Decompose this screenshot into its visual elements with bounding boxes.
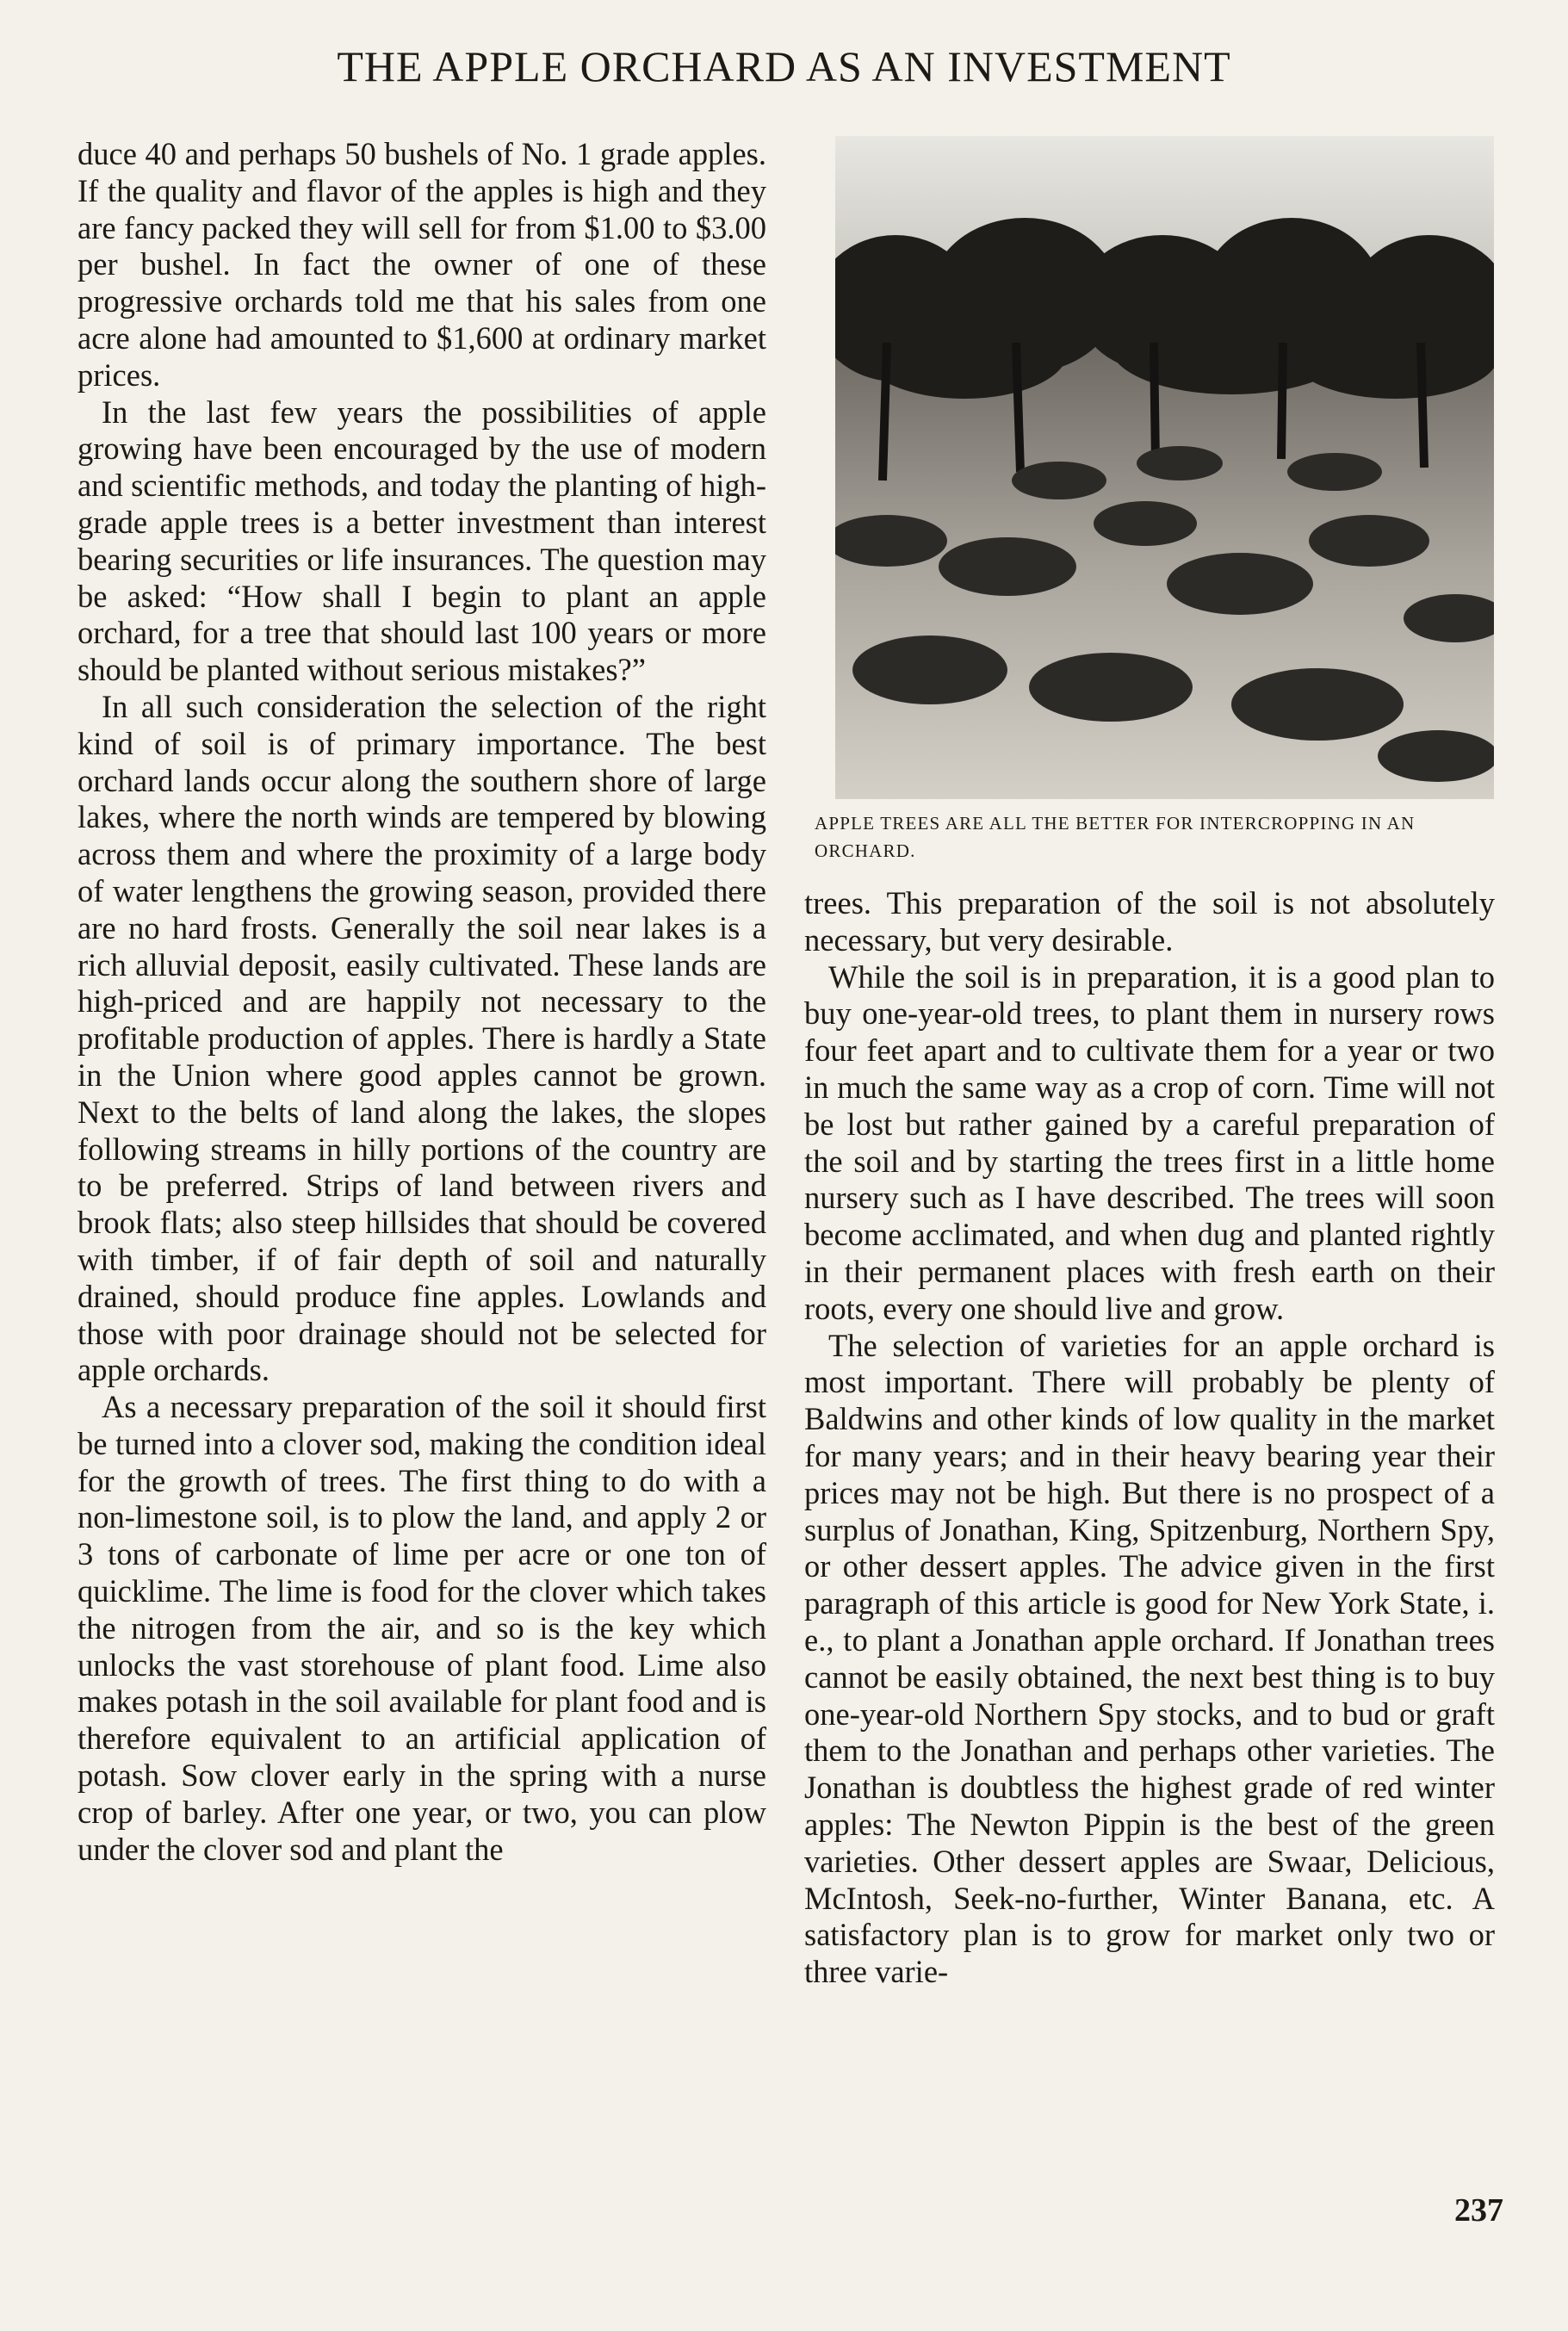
paragraph: duce 40 and perhaps 50 bushels of No. 1 grade apples. If the quality and flavor of the apples is high and they are fancy packed they will sell for from $1.00 to $3.00 per bushel. In fact the owner of one of these progressive orchards told me that his sales from one acre alone had amounted to $1,600 at ordinary market prices. xyxy=(77,136,766,393)
paragraph: trees. This preparation of the soil is not absolutely necessary, but very desirable. xyxy=(804,885,1495,958)
paragraph: As a necessary preparation of the soil it should first be turned into a clover sod, making the condition ideal for the growth of trees. The first thing to do with a non-limestone soil, is to plow the land, and apply 2 or 3 tons of carbonate of lime per acre or one ton of quicklime. The lime is food for the clover which takes the nitrogen from the air, and so is the key which unlocks the vast storehouse of plant food. Lime also makes potash in the soil available for plant food and is therefore equivalent to an artificial application of potash. Sow clover early in the spring with a nurse crop of barley. After one year, or two, you can plow under the clover sod and plant the xyxy=(77,1389,766,1867)
figure-caption: APPLE TREES ARE ALL THE BETTER FOR INTERCROPPING IN AN ORCHARD. xyxy=(815,813,1416,861)
orchard-photo xyxy=(835,136,1494,799)
page-title: THE APPLE ORCHARD AS AN INVESTMENT xyxy=(337,42,1231,90)
paragraph: While the soil is in preparation, it is a good plan to buy one-year-old trees, to plant them in nursery rows four feet apart and to cultivate them for a year or two in much the same way as a crop of corn. Time will not be lost but rather gained by a careful preparation of the soil and by starting the trees first in a little home nursery such as I have described. The trees will soon become acclimated, and when dug and planted rightly in their permanent places with fresh earth on their roots, every one should live and grow. xyxy=(804,958,1495,1326)
page-number: 237 xyxy=(1454,2192,1503,2229)
left-column xyxy=(77,136,766,1868)
paragraph: In the last few years the possibilities of apple growing have been encouraged by the use of modern and scientific methods, and today the planting of high-grade apple trees is a better investment than interest bearing securities or life insurances. The question may be asked: “How shall I begin to plant an apple orchard, for a tree that should last 100 years or more should be planted without serious mistakes?” xyxy=(77,394,766,688)
right-column xyxy=(804,885,1495,1991)
orchard-photo-illustration xyxy=(835,136,1494,799)
paragraph: The selection of varieties for an apple orchard is most important. There will probably be plenty of Baldwins and other kinds of low quality in the market for many years; and in their heavy bearing year their prices may not be high. But there is no prospect of a surplus of Jonathan, King, Spitzenburg, Northern Spy, or other dessert apples. The advice given in the first paragraph of this article is good for New York State, i. e., to plant a Jonathan apple orchard. If Jonathan trees cannot be easily obtained, the next best thing is to buy one-year-old Northern Spy stocks, and to bud or graft them to the Jonathan and perhaps other varieties. The Jonathan is doubtless the highest grade of red winter apples: The Newton Pippin is the best of the green varieties. Other dessert apples are Swaar, Delicious, McIntosh, Seek-no-further, Winter Banana, etc. A satisfactory plan is to grow for market only two or three varie- xyxy=(804,1327,1495,1990)
paragraph: In all such consideration the selection of the right kind of soil is of primary importance. The best orchard lands occur along the southern shore of large lakes, where the north winds are tempered by blowing across them and where the proximity of a large body of water lengthens the growing season, provided there are no hard frosts. Generally the soil near lakes is a rich alluvial deposit, easily cultivated. These lands are high-priced and are happily not necessary to the profitable production of apples. There is hardly a State in the Union where good apples cannot be grown. Next to the belts of land along the lakes, the slopes following streams in hilly portions of the country are to be preferred. Strips of land between rivers and brook flats; also steep hillsides that should be covered with timber, if of fair depth of soil and naturally drained, should produce fine apples. Lowlands and those with poor drainage should not be selected for apple orchards. xyxy=(77,688,766,1388)
